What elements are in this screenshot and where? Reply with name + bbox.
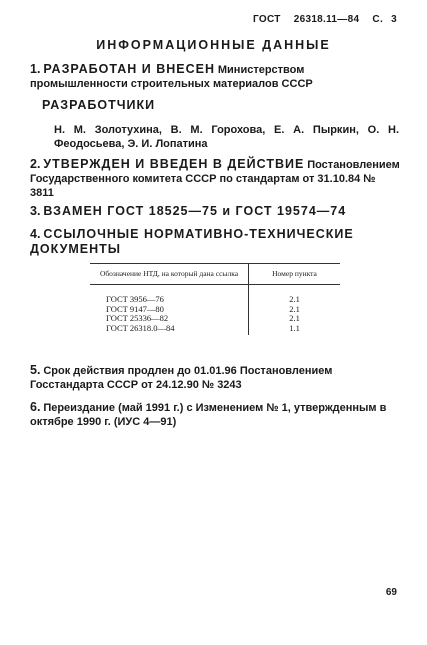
section-2-text: Постановлением Государственного комитета СССР по стандартам от 31.10.84 № 3811 [30,159,400,199]
table-cell-document: ГОСТ 3956—76 [90,285,249,305]
developers-list: Н. М. Золотухина, В. М. Горохова, Е. А. Пыркин, О. Н. Феодосьева, Э. И. Лопатина [54,124,399,150]
section-6-number: 6. [30,400,41,414]
section-1 [30,62,402,91]
section-3 [30,204,402,219]
section-5-number: 5. [30,363,41,377]
section-2-number: 2. [30,157,41,171]
page-title: ИНФОРМАЦИОННЫЕ ДАННЫЕ [96,38,331,52]
table-cell-document: ГОСТ 25336—82 [90,314,249,324]
header-standard: ГОСТ [253,14,281,25]
table-cell-item: 2.1 [289,294,300,304]
section-1-text: Министерством промышленности строительных материалов СССР [30,64,313,90]
table-cell-item: 2.1 [289,303,300,314]
page-number: 69 [385,587,397,598]
table-header-document: Обозначение НТД, на который дана ссылка [90,264,249,285]
section-4-heading: ССЫЛОЧНЫЕ НОРМАТИВНО-ТЕХНИЧЕСКИЕ ДОКУМЕНТЫ [30,227,354,256]
section-4 [30,227,402,257]
section-3-text: ВЗАМЕН ГОСТ 18525—75 и ГОСТ 19574—74 [43,204,347,218]
header-page: 3 [391,14,397,25]
table-cell-item: 1.1 [289,322,300,333]
table-header-item: Номер пункта [249,264,341,285]
table-cell-document: ГОСТ 9147—80 [90,305,249,315]
section-3-number: 3. [30,204,41,218]
table-cell-document: ГОСТ 26318.0—84 [90,324,249,336]
section-4-number: 4. [30,227,41,241]
header-number: 26318.11—84 [293,14,360,25]
table-row [90,285,340,305]
references-table [90,263,340,335]
section-5-text: Срок действия продлен до 01.01.96 Постановлением Госстандарта СССР от 24.12.90 № 3243 [30,365,333,391]
section-5 [30,363,402,392]
page-header [243,14,397,25]
section-6-text: Переиздание (май 1991 г.) с Изменением № 1, утвержденным в октябре 1990 г. (ИУС 4—91) [30,402,387,428]
header-page-label: С. [372,14,384,25]
section-2 [30,157,402,200]
table-cell-item: 2.1 [289,313,300,323]
section-6 [30,400,402,429]
section-1-number: 1. [30,62,41,76]
section-2-heading: УТВЕРЖДЕН И ВВЕДЕН В ДЕЙСТВИЕ [43,157,305,171]
table-row [90,324,340,336]
section-1-heading: РАЗРАБОТАН И ВНЕСЕН [43,62,215,76]
developers-heading: РАЗРАБОТЧИКИ [42,98,156,112]
